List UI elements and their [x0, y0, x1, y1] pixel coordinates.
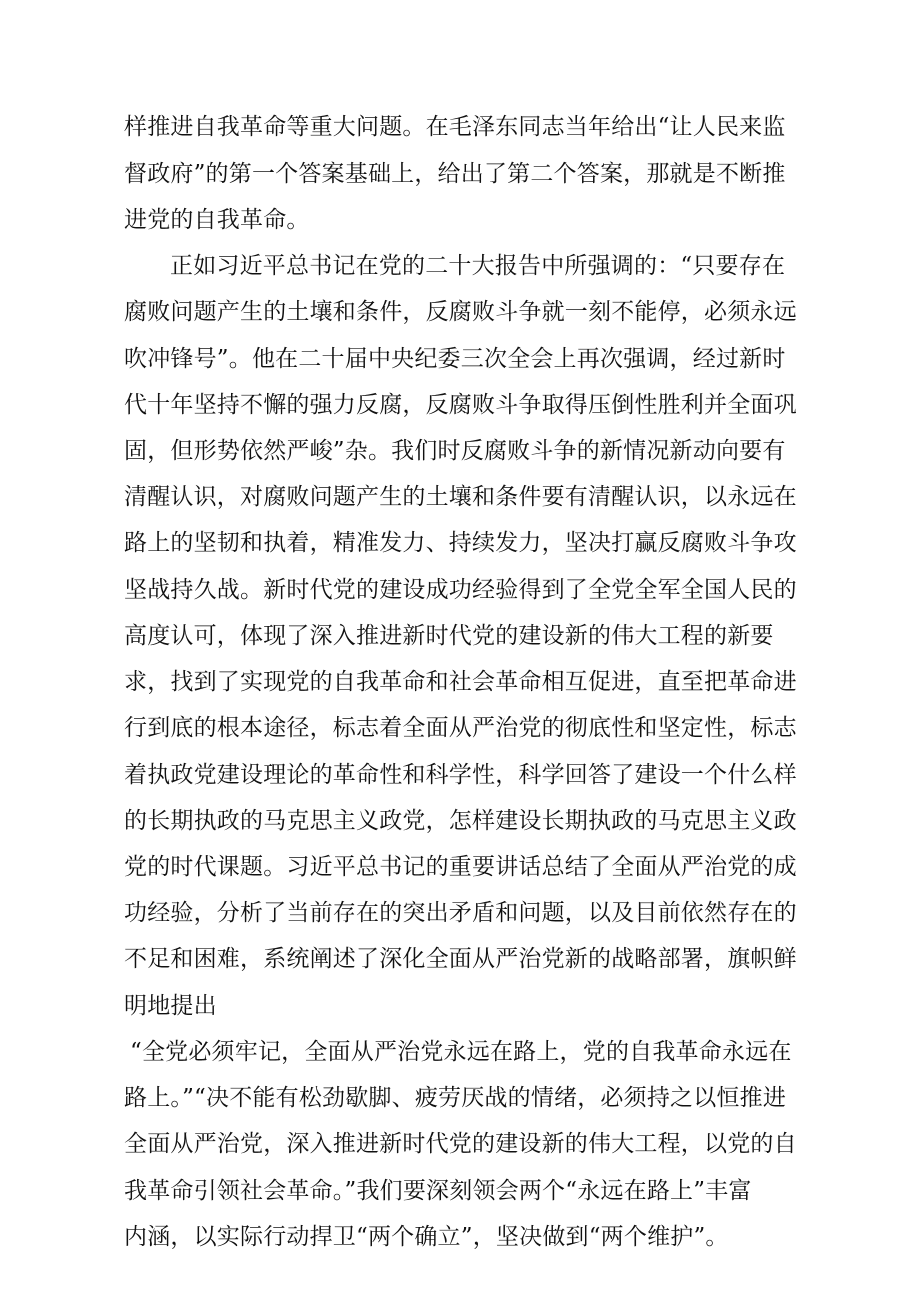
text-line-22: 路上。”“决不能有松劲歇脚、疲劳厌战的情绪，必须持之以恒推进	[124, 1085, 787, 1111]
text-line-11: 坚战持久战。新时代党的建设成功经验得到了全党全军全国人民的	[124, 577, 797, 603]
text-line-2: 督政府”的第一个答案基础上，给出了第二个答案，那就是不断推	[124, 161, 786, 187]
text-line-9: 清醒认识，对腐败问题产生的土壤和条件要有清醒认识，以永远在	[124, 484, 797, 510]
text-line-14: 行到底的根本途径，标志着全面从严治党的彻底性和坚定性，标志	[124, 715, 797, 741]
text-line-17: 党的时代课题。习近平总书记的重要讲话总结了全面从严治党的成	[124, 854, 797, 880]
text-line-20: 明地提出	[124, 993, 217, 1019]
text-line-6: 吹冲锋号”。他在二十届中央纪委三次全会上再次强调，经过新时	[124, 346, 786, 372]
text-line-12: 高度认可，体现了深入推进新时代党的建设新的伟大工程的新要	[124, 623, 774, 649]
text-line-21: “全党必须牢记，全面从严治党永远在路上，党的自我革命永远在	[130, 1039, 792, 1065]
text-line-15: 着执政党建设理论的革命性和科学性，科学回答了建设一个什么样	[124, 762, 797, 788]
text-line-4: 正如习近平总书记在党的二十大报告中所强调的：“只要存在	[170, 253, 786, 279]
text-line-13: 求，找到了实现党的自我革命和社会革命相互促进，直至把革命进	[124, 669, 797, 695]
text-line-8: 固，但形势依然严峻”杂。我们时反腐败斗争的新情况新动向要有	[124, 438, 786, 464]
text-line-18: 功经验，分析了当前存在的突出矛盾和问题，以及目前依然存在的	[124, 900, 797, 926]
text-line-7: 代十年坚持不懈的强力反腐，反腐败斗争取得压倒性胜利并全面巩	[124, 392, 797, 418]
text-line-16: 的长期执政的马克思主义政党，怎样建设长期执政的马克思主义政	[124, 808, 797, 834]
text-line-23: 全面从严治党，深入推进新时代党的建设新的伟大工程，以党的自	[124, 1131, 797, 1157]
text-line-19: 不足和困难，系统阐述了深化全面从严治党新的战略部署，旗帜鲜	[124, 946, 797, 972]
text-line-24: 我革命引领社会革命。”我们要深刻领会两个“永远在路上”丰富	[124, 1178, 752, 1204]
text-line-5: 腐败问题产生的土壤和条件，反腐败斗争就一刻不能停，必须永远	[124, 299, 797, 325]
text-line-3: 进党的自我革命。	[124, 207, 310, 233]
text-line-25: 内涵，以实际行动捍卫“两个确立”，坚决做到“两个维护”。	[124, 1224, 729, 1250]
text-line-10: 路上的坚韧和执着，精准发力、持续发力，坚决打赢反腐败斗争攻	[124, 530, 797, 556]
text-line-1: 样推进自我革命等重大问题。在毛泽东同志当年给出“让人民来监	[124, 114, 786, 140]
